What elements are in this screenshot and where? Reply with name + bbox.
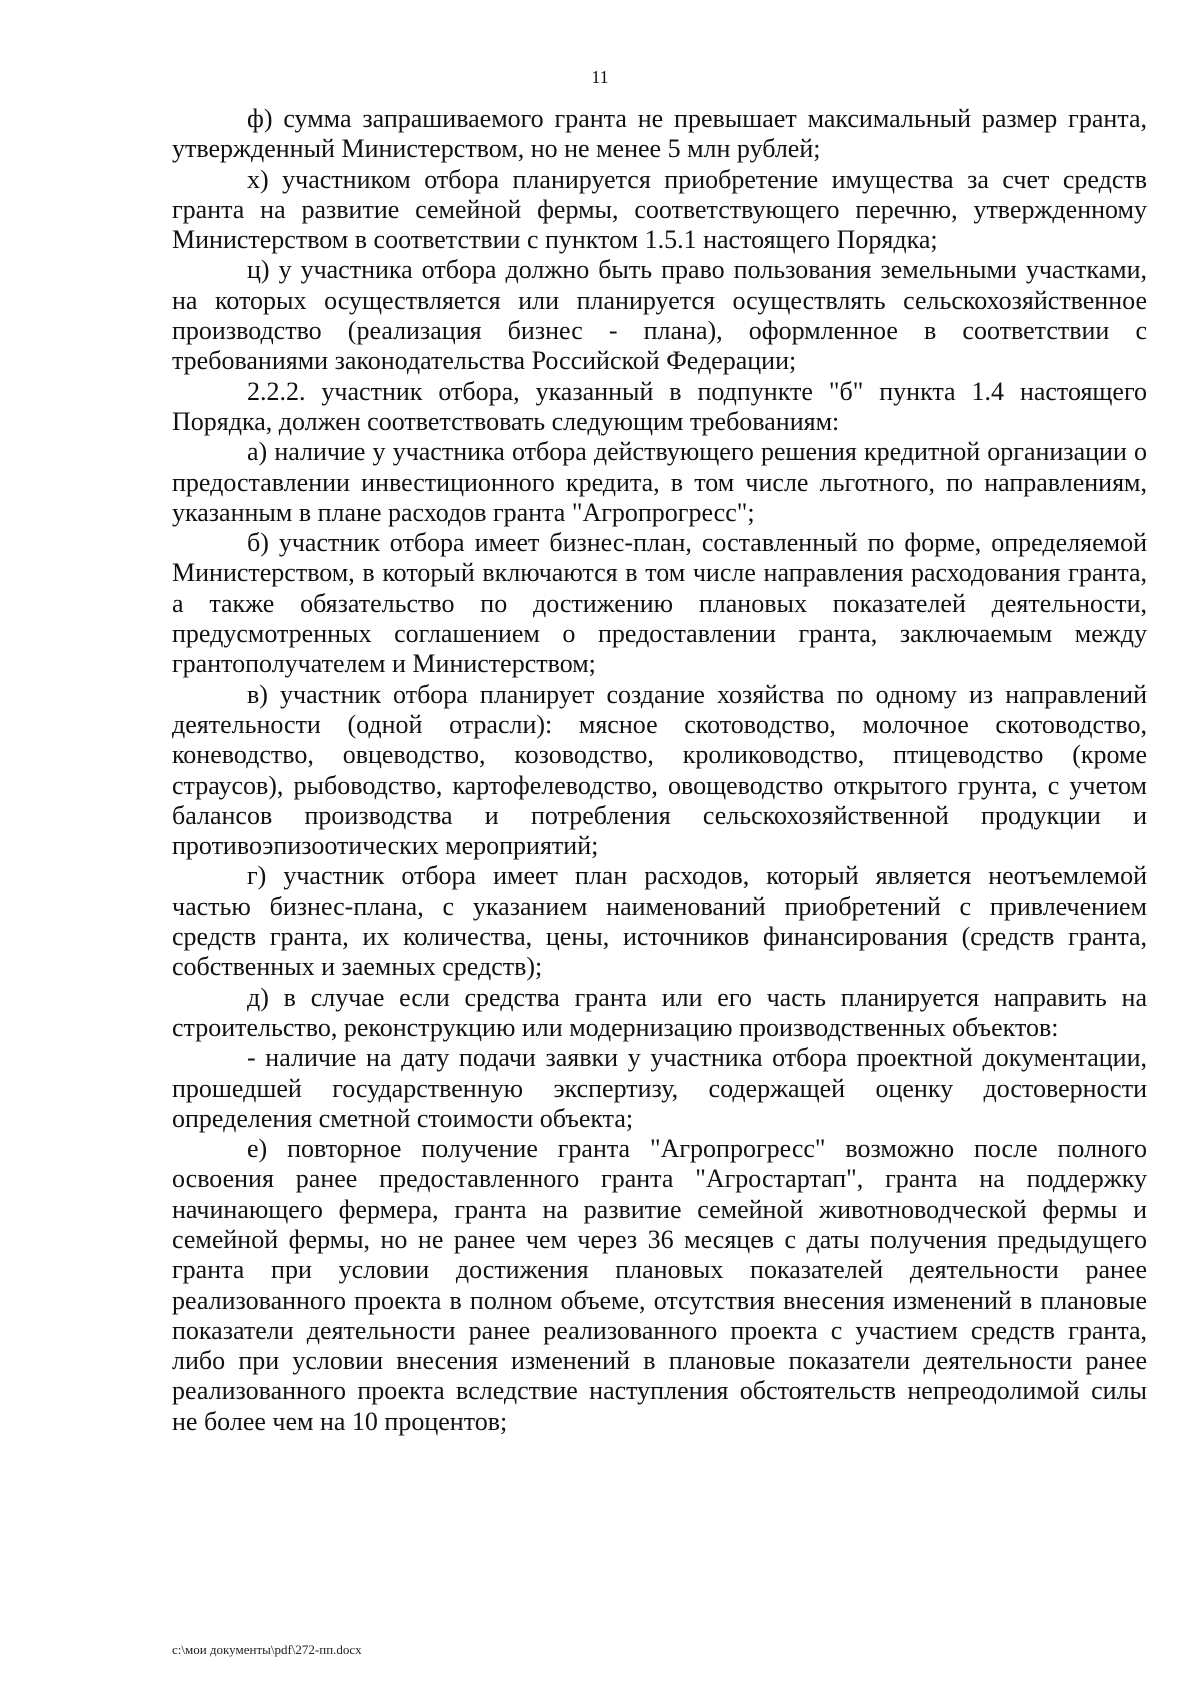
document-body [172,104,1147,1437]
paragraph-dash-item: - наличие на дату подачи заявки у участника отбора проектной документации, прошедшей государственную экспертизу, содержащей оценку достоверности определения сметной стоимости объекта; [172,1043,1147,1133]
paragraph-g: г) участник отбора имеет план расходов, который является неотъемлемой частью бизнес-плана, с указанием наименований приобретений с привлечением средств гранта, их количества, цены, источников финансирования (средств гранта, собственных и заемных средств); [172,861,1147,982]
paragraph-v: в) участник отбора планирует создание хозяйства по одному из направлений деятельности (одной отрасли): мясное скотоводство, молочное скотоводство, коневодство, овцеводство, козоводство, кролиководство, птицеводство (кроме страусов), рыбоводство, картофелеводство, овощеводство открытого грунта, с учетом балансов производства и потребления сельскохозяйственной продукции и противоэпизоотических мероприятий; [172,679,1147,861]
paragraph-kh: х) участником отбора планируется приобретение имущества за счет средств гранта на развитие семейной фермы, соответствующего перечню, утвержденному Министерством в соответствии с пунктом 1.5.1 настоящего Порядка; [172,164,1147,255]
paragraph-ts: ц) у участника отбора должно быть право пользования земельными участками, на которых осуществляется или планируется осуществлять сельскохозяйственное производство (реализация бизнес - плана), оформленное в соответствии с требованиями законодательства Российской Федерации; [172,255,1147,376]
paragraph-a: а) наличие у участника отбора действующего решения кредитной организации о предоставлении инвестиционного кредита, в том числе льготного, по направлениям, указанным в плане расходов гранта "Агропрогресс"; [172,437,1147,527]
footer-file-path: c:\мои документы\pdf\272-пп.docx [172,1642,362,1657]
paragraph-2-2-2: 2.2.2. участник отбора, указанный в подпункте "б" пункта 1.4 настоящего Порядка, должен соответствовать следующим требованиям: [172,376,1147,436]
paragraph-b: б) участник отбора имеет бизнес-план, составленный по форме, определяемой Министерством, в который включаются в том числе направления расходования гранта, а также обязательство по достижению плановых показателей деятельности, предусмотренных соглашением о предоставлении гранта, заключаемым между грантополучателем и Министерством; [172,528,1147,679]
page-number: 11 [591,67,609,87]
paragraph-d: д) в случае если средства гранта или его часть планируется направить на строительство, реконструкцию или модернизацию производственных объектов: [172,982,1147,1042]
paragraph-e: е) повторное получение гранта "Агропрогресс" возможно после полного освоения ранее предоставленного гранта "Агростартап", гранта на поддержку начинающего фермера, гранта на развитие семейной животноводческой фермы и семейной фермы, но не ранее чем через 36 месяцев с даты получения предыдущего гранта при условии достижения плановых показателей деятельности ранее реализованного проекта в полном объеме, отсутствия внесения изменений в плановые показатели деятельности ранее реализованного проекта с участием средств гранта, либо при условии внесения изменений в плановые показатели деятельности ранее реализованного проекта вследствие наступления обстоятельств непреодолимой силы не более чем на 10 процентов; [172,1134,1147,1436]
paragraph-f: ф) сумма запрашиваемого гранта не превышает максимальный размер гранта, утвержденный Министерством, но не менее 5 млн рублей; [172,104,1147,164]
